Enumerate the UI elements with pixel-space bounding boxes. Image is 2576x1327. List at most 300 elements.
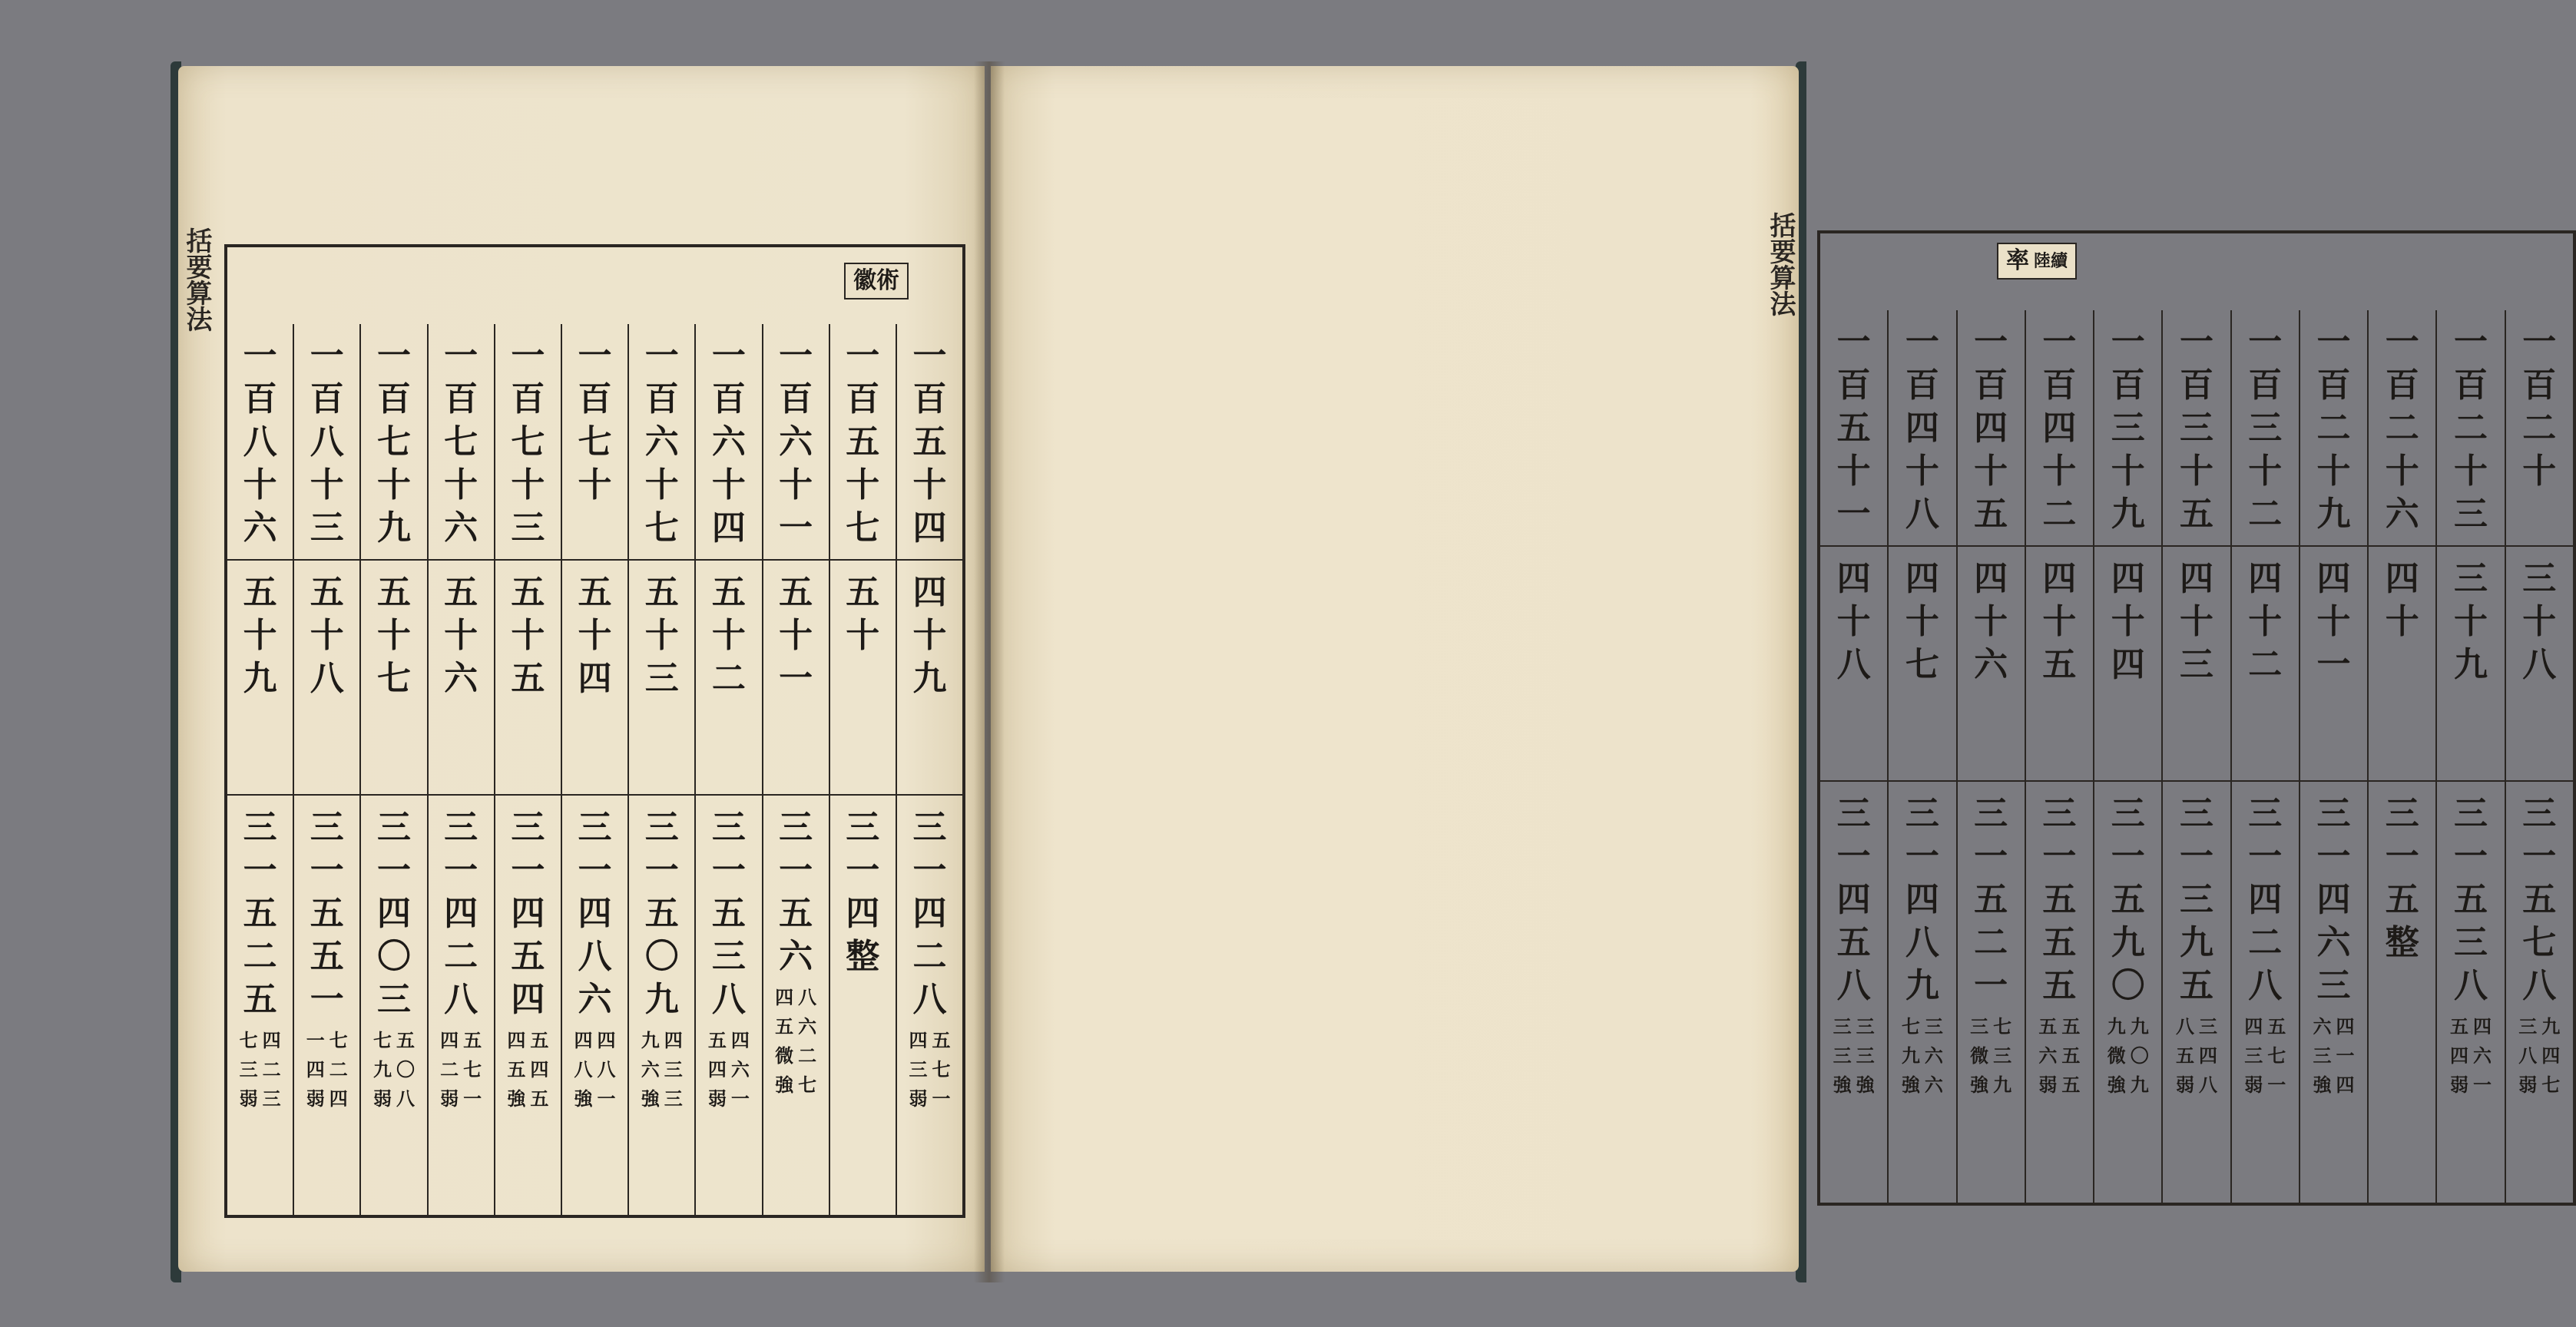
small-numeral: 弱	[2518, 1074, 2538, 1096]
table-cell-top	[294, 324, 359, 561]
numeral: 三	[2385, 794, 2419, 833]
table-column	[1956, 310, 2025, 1203]
fraction-digits	[708, 1026, 750, 1114]
small-numeral: 弱	[2175, 1074, 2194, 1096]
small-numeral: 八	[574, 1058, 593, 1080]
small-numeral: 一	[463, 1087, 482, 1110]
numeral: 八	[2522, 966, 2557, 1005]
table-column	[762, 324, 829, 1215]
right-margin-title: 括要算法	[1765, 212, 1796, 316]
fraction-digits	[373, 1026, 415, 1114]
numeral: 百	[243, 379, 277, 419]
numeral: 十	[376, 616, 411, 655]
numeral: 四	[2179, 559, 2213, 598]
left-table-columns	[227, 324, 962, 1215]
numeral: 十	[2522, 452, 2557, 491]
small-numeral: 五	[2267, 1015, 2286, 1037]
small-numeral: 一	[2336, 1044, 2355, 1067]
numeral: 十	[578, 616, 612, 655]
book-spine	[974, 61, 1005, 1282]
fraction-column	[440, 1026, 459, 1114]
small-numeral: 五	[2061, 1044, 2081, 1067]
numeral: 九	[2454, 645, 2488, 684]
numeral: 七	[444, 422, 478, 462]
numeral: 二	[2248, 645, 2283, 684]
numeral: 三	[376, 980, 411, 1019]
numeral: 七	[376, 659, 411, 698]
numeral: 二	[1974, 923, 2008, 962]
fraction-column	[708, 1026, 727, 1114]
table-cell-mid	[830, 561, 896, 796]
numeral: 四	[2111, 645, 2145, 684]
small-numeral: 二	[440, 1058, 459, 1080]
small-numeral: 〇	[2130, 1044, 2149, 1067]
small-numeral: 五	[707, 1029, 727, 1051]
left-table	[224, 244, 965, 1218]
small-numeral: 弱	[909, 1087, 928, 1110]
small-numeral: 一	[932, 1087, 951, 1110]
numeral: 一	[711, 851, 746, 890]
fraction-column	[1833, 1012, 1852, 1100]
table-column	[2093, 310, 2161, 1203]
table-cell-top	[227, 324, 293, 561]
table-column	[829, 324, 896, 1215]
numeral: 四	[2316, 559, 2351, 598]
table-cell-bot	[629, 796, 694, 1215]
small-numeral: 三	[2198, 1015, 2217, 1037]
numeral: 四	[2248, 880, 2283, 919]
numeral: 三	[1836, 794, 1871, 833]
table-cell-bot	[2437, 782, 2504, 1203]
numeral: 百	[644, 379, 679, 419]
small-numeral: 強	[1970, 1074, 1989, 1096]
table-cell-bot	[2506, 782, 2573, 1203]
numeral: 七	[578, 422, 612, 462]
numeral: 八	[2522, 645, 2557, 684]
small-numeral: 三	[1833, 1044, 1852, 1067]
numeral: 三	[2522, 794, 2557, 833]
table-cell-top	[763, 324, 829, 561]
numeral: 三	[511, 508, 545, 548]
fraction-column	[2313, 1012, 2331, 1100]
small-numeral: 六	[2313, 1015, 2332, 1037]
table-cell-mid	[429, 561, 494, 796]
numeral: 七	[2522, 923, 2557, 962]
table-column	[359, 324, 426, 1215]
numeral: 五	[310, 573, 344, 612]
right-header-tag	[1997, 243, 2077, 280]
numeral: 六	[444, 508, 478, 548]
numeral: 五	[243, 894, 277, 933]
numeral: 三	[2522, 559, 2557, 598]
small-numeral: 二	[329, 1058, 348, 1080]
fraction-digits	[2518, 1012, 2560, 1100]
small-numeral: 九	[2107, 1015, 2126, 1037]
fraction-column	[263, 1026, 281, 1114]
small-numeral: 六	[1924, 1044, 1943, 1067]
numeral: 五	[644, 894, 679, 933]
table-column	[1887, 310, 1955, 1203]
numeral: 一	[310, 851, 344, 890]
fraction-column	[2107, 1012, 2126, 1100]
small-numeral: 二	[798, 1044, 817, 1067]
numeral: 十	[444, 465, 478, 505]
numeral: 百	[444, 379, 478, 419]
fraction-column	[2061, 1012, 2080, 1100]
numeral: 三	[2316, 794, 2351, 833]
numeral: 十	[1836, 602, 1871, 641]
table-cell-mid	[897, 561, 962, 796]
fraction-column	[664, 1026, 683, 1114]
table-column	[2299, 310, 2367, 1203]
numeral: 四	[578, 894, 612, 933]
numeral: 七	[511, 422, 545, 462]
fraction-digits	[2107, 1012, 2149, 1100]
small-numeral: 四	[2198, 1044, 2217, 1067]
numeral: 八	[912, 980, 947, 1019]
small-numeral: 四	[775, 986, 794, 1008]
numeral: 十	[2042, 602, 2077, 641]
numeral: 百	[2385, 366, 2419, 405]
small-numeral: 一	[730, 1087, 750, 1110]
small-numeral: 九	[2130, 1015, 2149, 1037]
small-numeral: 六	[2038, 1044, 2058, 1067]
table-cell-bot	[763, 796, 829, 1215]
numeral: 十	[644, 465, 679, 505]
small-numeral: 七	[2541, 1074, 2561, 1096]
numeral: 一	[2179, 323, 2213, 362]
fraction-column	[1902, 1012, 1920, 1100]
table-cell-mid	[2369, 547, 2435, 782]
fraction-column	[2244, 1012, 2263, 1100]
numeral: 一	[2522, 837, 2557, 876]
table-column	[2230, 310, 2299, 1203]
fraction-digits	[240, 1026, 281, 1114]
table-cell-bot	[1958, 782, 2025, 1203]
small-numeral: 六	[798, 1015, 817, 1037]
small-numeral: 三	[262, 1087, 281, 1110]
numeral: 九	[1905, 966, 1939, 1005]
numeral: 一	[779, 336, 813, 376]
small-numeral: 一	[2267, 1074, 2286, 1096]
numeral: 五	[2042, 923, 2077, 962]
fraction-digits	[1970, 1012, 2011, 1100]
table-cell-bot	[2300, 782, 2367, 1203]
table-cell-top	[361, 324, 426, 561]
numeral: 三	[2042, 794, 2077, 833]
small-numeral: 四	[329, 1087, 348, 1110]
numeral: 三	[243, 808, 277, 847]
table-column	[427, 324, 494, 1215]
numeral: 三	[444, 808, 478, 847]
numeral: 五	[711, 894, 746, 933]
small-numeral: 四	[909, 1029, 928, 1051]
numeral: 六	[444, 659, 478, 698]
small-numeral: 八	[396, 1087, 415, 1110]
numeral: 八	[578, 937, 612, 976]
small-numeral: 〇	[396, 1058, 415, 1080]
small-numeral: 弱	[2038, 1074, 2058, 1096]
numeral: 百	[2522, 366, 2557, 405]
numeral: 七	[376, 422, 411, 462]
table-cell-mid	[361, 561, 426, 796]
numeral: 十	[243, 465, 277, 505]
table-cell-bot	[2163, 782, 2230, 1203]
small-numeral: 九	[372, 1058, 392, 1080]
numeral: 八	[1836, 645, 1871, 684]
fraction-column	[1925, 1012, 1943, 1100]
fraction-column	[463, 1026, 482, 1114]
table-cell-top	[562, 324, 627, 561]
table-cell-top	[2300, 310, 2367, 547]
left-page	[178, 66, 985, 1272]
small-numeral: 一	[2473, 1074, 2492, 1096]
small-numeral: 五	[2038, 1015, 2058, 1037]
left-header-tag: 徽術	[844, 263, 909, 299]
fraction-digits	[2450, 1012, 2492, 1100]
numeral: 一	[711, 336, 746, 376]
table-column	[2505, 310, 2573, 1203]
numeral: 百	[511, 379, 545, 419]
numeral: 六	[243, 508, 277, 548]
small-numeral: 九	[1993, 1074, 2012, 1096]
numeral: 八	[444, 980, 478, 1019]
table-cell-bot	[2094, 782, 2161, 1203]
fraction-column	[909, 1026, 927, 1114]
table-cell-bot	[294, 796, 359, 1215]
right-header-tag-a: 率	[2006, 247, 2029, 274]
small-numeral: 九	[1901, 1044, 1920, 1067]
small-numeral: 四	[730, 1029, 750, 1051]
table-cell-top	[1889, 310, 1955, 547]
small-numeral: 弱	[2244, 1074, 2263, 1096]
table-cell-mid	[696, 561, 761, 796]
small-numeral: 弱	[440, 1087, 459, 1110]
numeral: 四	[2248, 559, 2283, 598]
table-cell-mid	[2094, 547, 2161, 782]
right-page	[991, 66, 2561, 1272]
small-numeral: 五	[2061, 1015, 2081, 1037]
fraction-digits	[2176, 1012, 2217, 1100]
numeral: 一	[1974, 837, 2008, 876]
numeral: 五	[310, 937, 344, 976]
numeral: 二	[2522, 409, 2557, 448]
table-cell-top	[2369, 310, 2435, 547]
fraction-column	[2336, 1012, 2354, 1100]
small-numeral: 四	[2336, 1015, 2355, 1037]
numeral: 三	[1905, 794, 1939, 833]
numeral: 六	[711, 422, 746, 462]
numeral: 一	[912, 336, 947, 376]
table-cell-mid	[2300, 547, 2367, 782]
numeral: 十	[2042, 452, 2077, 491]
numeral: 三	[578, 808, 612, 847]
numeral: 二	[2316, 409, 2351, 448]
numeral: 四	[578, 659, 612, 698]
fraction-column	[598, 1026, 616, 1114]
small-numeral: 弱	[239, 1087, 258, 1110]
numeral: 五	[444, 573, 478, 612]
numeral: 九	[243, 659, 277, 698]
numeral: 一	[2316, 645, 2351, 684]
numeral: 一	[2111, 837, 2145, 876]
numeral: 一	[2042, 837, 2077, 876]
numeral: 五	[644, 573, 679, 612]
fraction-column	[2518, 1012, 2537, 1100]
table-column	[1820, 310, 1887, 1203]
numeral: 〇	[644, 937, 679, 976]
numeral: 五	[243, 980, 277, 1019]
small-numeral: 二	[262, 1058, 281, 1080]
small-numeral: 三	[664, 1087, 683, 1110]
numeral: 四	[1974, 409, 2008, 448]
numeral: 三	[2111, 409, 2145, 448]
table-cell-top	[1820, 310, 1887, 547]
small-numeral: 五	[396, 1029, 415, 1051]
small-numeral: 強	[507, 1087, 526, 1110]
table-cell-bot	[562, 796, 627, 1215]
table-cell-bot	[495, 796, 561, 1215]
table-column	[2435, 310, 2504, 1203]
numeral: 四	[2316, 880, 2351, 919]
numeral: 十	[846, 465, 880, 505]
table-cell-top	[830, 324, 896, 561]
numeral: 四	[846, 894, 880, 933]
numeral: 六	[644, 422, 679, 462]
numeral: 十	[2385, 452, 2419, 491]
table-cell-mid	[294, 561, 359, 796]
numeral: 十	[711, 465, 746, 505]
numeral: 五	[2042, 645, 2077, 684]
table-cell-bot	[696, 796, 761, 1215]
table-column	[2367, 310, 2435, 1203]
numeral: 七	[846, 508, 880, 548]
numeral: 四	[711, 508, 746, 548]
small-numeral: 六	[1924, 1074, 1943, 1096]
fraction-column	[2450, 1012, 2468, 1100]
numeral: 六	[578, 980, 612, 1019]
numeral: 四	[912, 894, 947, 933]
numeral: 一	[511, 336, 545, 376]
small-numeral: 微	[775, 1044, 794, 1067]
small-numeral: 五	[2450, 1015, 2469, 1037]
small-numeral: 四	[440, 1029, 459, 1051]
numeral: 十	[2454, 452, 2488, 491]
small-numeral: 四	[2450, 1044, 2469, 1067]
table-column	[293, 324, 359, 1215]
numeral: 一	[1836, 495, 1871, 534]
numeral: 五	[779, 894, 813, 933]
numeral: 十	[243, 616, 277, 655]
table-column	[896, 324, 962, 1215]
table-column	[227, 324, 293, 1215]
numeral: 六	[1974, 645, 2008, 684]
table-cell-mid	[1820, 547, 1887, 782]
numeral: 九	[644, 980, 679, 1019]
numeral: 五	[711, 573, 746, 612]
numeral: 百	[2454, 366, 2488, 405]
fraction-column	[1993, 1012, 2011, 1100]
small-numeral: 三	[1970, 1015, 1989, 1037]
numeral: 二	[2248, 495, 2283, 534]
numeral: 十	[912, 465, 947, 505]
numeral: 二	[444, 937, 478, 976]
table-cell-mid	[1889, 547, 1955, 782]
numeral: 八	[1905, 923, 1939, 962]
table-cell-top	[2094, 310, 2161, 547]
numeral: 五	[846, 573, 880, 612]
fraction-column	[530, 1026, 548, 1114]
table-cell-top	[1958, 310, 2025, 547]
numeral: 三	[912, 808, 947, 847]
table-cell-bot	[2369, 782, 2435, 1203]
small-numeral: 七	[239, 1029, 258, 1051]
numeral: 五	[779, 573, 813, 612]
fraction-column	[798, 983, 816, 1100]
small-numeral: 三	[239, 1058, 258, 1080]
numeral: 一	[310, 336, 344, 376]
small-numeral: 四	[530, 1058, 549, 1080]
fraction-column	[2038, 1012, 2057, 1100]
small-numeral: 弱	[707, 1087, 727, 1110]
numeral: 三	[2111, 794, 2145, 833]
small-numeral: 三	[1833, 1015, 1852, 1037]
numeral: 百	[310, 379, 344, 419]
numeral: 十	[846, 616, 880, 655]
table-cell-mid	[495, 561, 561, 796]
numeral: 一	[912, 851, 947, 890]
numeral: 三	[711, 808, 746, 847]
numeral: 七	[644, 508, 679, 548]
fraction-column	[240, 1026, 258, 1114]
numeral: 四	[511, 894, 545, 933]
numeral: 百	[2248, 366, 2283, 405]
numeral: 一	[2385, 323, 2419, 362]
table-cell-top	[2163, 310, 2230, 547]
small-numeral: 三	[909, 1058, 928, 1080]
fraction-digits	[1902, 1012, 1943, 1100]
numeral: 一	[846, 336, 880, 376]
table-cell-bot	[830, 796, 896, 1215]
numeral: 三	[2454, 923, 2488, 962]
numeral: 四	[1905, 880, 1939, 919]
table-cell-bot	[2232, 782, 2299, 1203]
numeral: 十	[310, 465, 344, 505]
small-numeral: 四	[2244, 1015, 2263, 1037]
fraction-column	[574, 1026, 593, 1114]
numeral: 五	[376, 573, 411, 612]
numeral: 九	[912, 659, 947, 698]
numeral: 三	[376, 808, 411, 847]
numeral: 一	[310, 980, 344, 1019]
right-table	[1817, 230, 2576, 1206]
numeral: 八	[1905, 495, 1939, 534]
numeral: 百	[846, 379, 880, 419]
small-numeral: 八	[2198, 1074, 2217, 1096]
small-numeral: 四	[2473, 1015, 2492, 1037]
numeral: 五	[2179, 495, 2213, 534]
small-numeral: 九	[641, 1029, 660, 1051]
numeral: 十	[779, 616, 813, 655]
numeral: 一	[444, 851, 478, 890]
fraction-digits	[507, 1026, 548, 1114]
numeral: 十	[1905, 452, 1939, 491]
numeral: 九	[376, 508, 411, 548]
numeral: 九	[2316, 495, 2351, 534]
numeral: 十	[511, 465, 545, 505]
numeral: 八	[2454, 966, 2488, 1005]
numeral: 百	[711, 379, 746, 419]
